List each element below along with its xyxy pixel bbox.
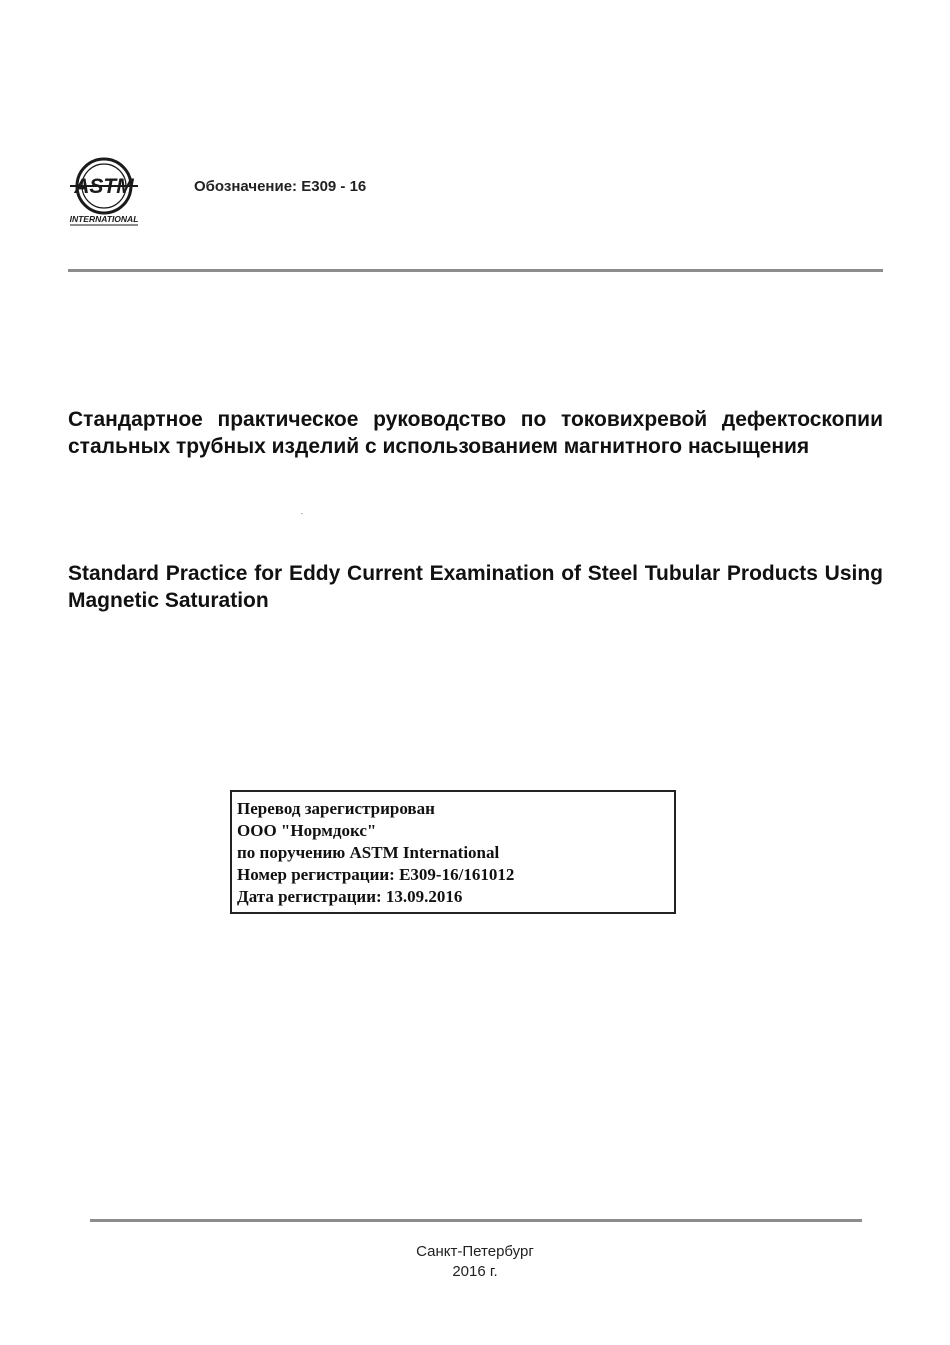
astm-logo-icon bbox=[66, 156, 144, 228]
footer-year: 2016 г. bbox=[452, 1263, 498, 1280]
registration-line-3: по поручению ASTM International bbox=[237, 843, 500, 862]
registration-date: Дата регистрации: 13.09.2016 bbox=[237, 887, 463, 906]
standard-designation: Обозначение: E309 - 16 bbox=[194, 178, 367, 195]
svg-text:ASTM: ASTM bbox=[74, 175, 134, 198]
registration-line-1: Перевод зарегистрирован bbox=[237, 799, 435, 818]
stray-mark bbox=[301, 513, 303, 514]
svg-text:INTERNATIONAL: INTERNATIONAL bbox=[69, 214, 139, 224]
registration-box bbox=[230, 790, 676, 914]
title-english: Standard Practice for Eddy Current Examination of Steel Tubular Products Using Magnetic Saturation bbox=[68, 562, 883, 612]
title-russian: Стандартное практическое руководство по токовихревой дефектоскопии стальных трубных изделий с использованием магнитного насыщения bbox=[68, 408, 883, 458]
top-divider bbox=[68, 269, 883, 272]
bottom-divider bbox=[90, 1219, 862, 1222]
registration-number: Номер регистрации: E309-16/161012 bbox=[237, 865, 515, 884]
registration-line-2: ООО "Нормдокс" bbox=[237, 821, 377, 840]
footer-city: Санкт-Петербург bbox=[416, 1243, 534, 1260]
